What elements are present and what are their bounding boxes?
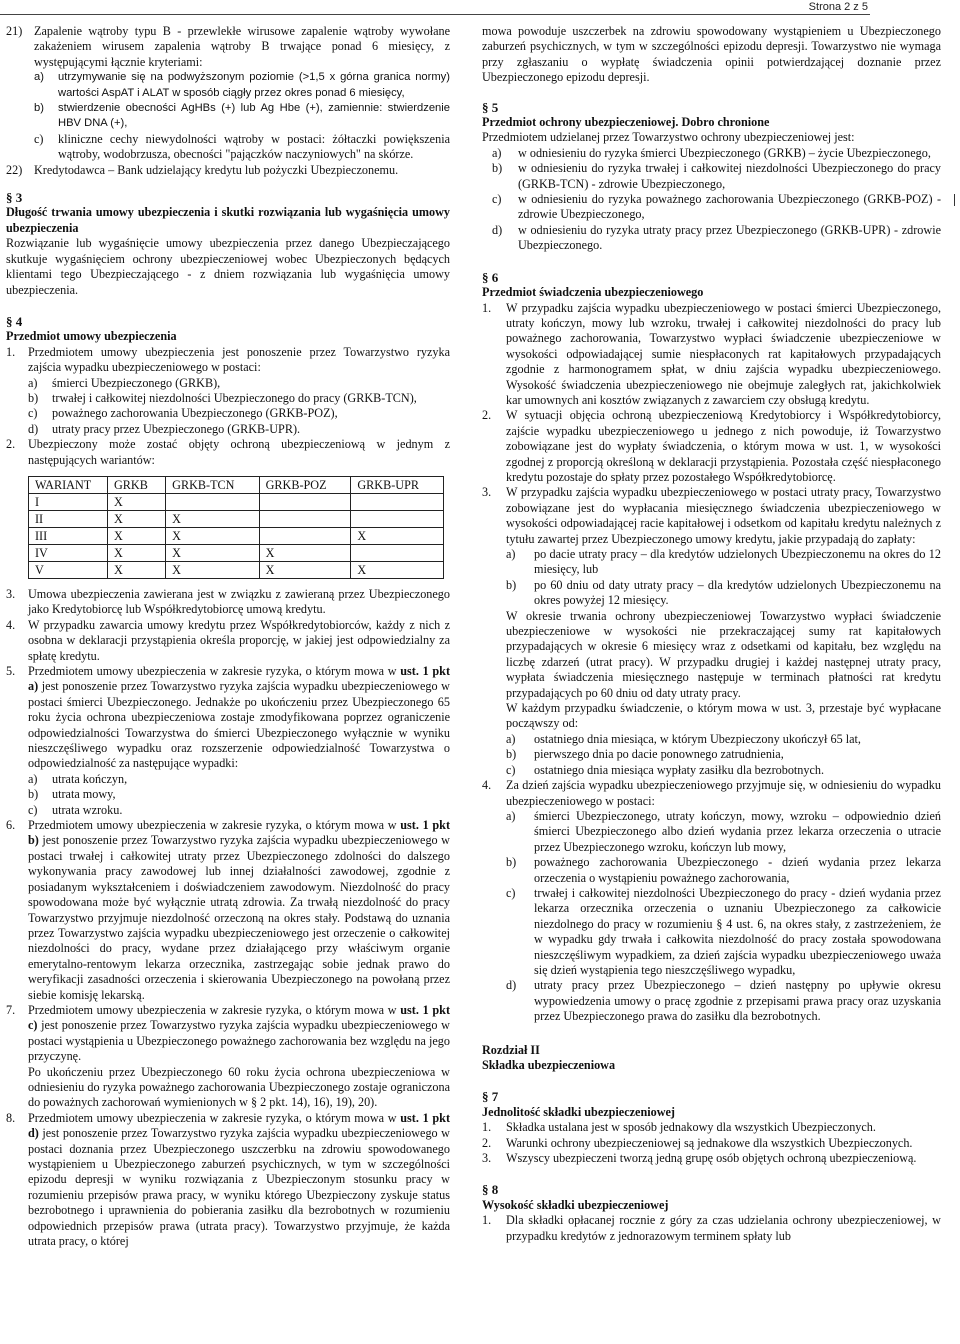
chapter-2-title: Składka ubezpieczeniowa: [482, 1058, 616, 1072]
table-header: GRKB: [108, 476, 166, 493]
s6-item-3b: b) po 60 dniu od daty utraty pracy – dla kredytów udzielonych Ubezpieczonemu na okres powyżej 12 miesięcy.: [506, 577, 941, 608]
section-3-text: Rozwiązanie lub wygaśnięcie umowy ubezpieczenia przez danego Ubezpieczającego skutkuje wygaśnięciem ochrony ubezpieczeniowej wobec Ubezpieczonych będących klientami tego Ubezpieczającego - z dniem rozwiązania lub wygaśnięcia umowy ubezpieczenia.: [6, 236, 450, 297]
s7-item-2: 2. Warunki ochrony ubezpieczeniowej są jednakowe dla wszystkich Ubezpieczonych.: [482, 1135, 913, 1150]
section-4-title: Przedmiot umowy ubezpieczenia: [6, 329, 177, 344]
s6-item-4a: a) śmierci Ubezpieczonego, utraty kończyn, mowy, wzroku – odpowiednio dzień śmierci Ubezpieczonego albo dzień wydania przez lekarza orzeczenia o utracie przez Ubezpieczonego wzroku, kończyn lub mowy,: [506, 808, 941, 854]
section-8-number: § 8: [482, 1182, 499, 1198]
definition-21-b: b) stwierdzenie obecności AgHBs (+) lub Ag Hbe (+), zamiennie: stwierdzenie HBV DNA (+),: [34, 102, 450, 130]
table-row: [29, 561, 444, 578]
s5-item-c: c) w odniesieniu do ryzyka poważnego zachorowania Ubezpieczonego (GRKB-POZ) - zdrowie Ubezpieczonego,: [492, 192, 941, 222]
table-row: [29, 544, 444, 561]
table-cell: IV: [29, 544, 108, 561]
section-3-number: § 3: [6, 190, 23, 206]
section-7-number: § 7: [482, 1089, 499, 1105]
section-6-title: Przedmiot świadczenia ubezpieczeniowego: [482, 285, 704, 300]
s6-item-3-para2-b: b) pierwszego dnia po dacie ponownego zatrudnienia,: [506, 747, 784, 762]
s4-item-4: 4. W przypadku zawarcia umowy kredytu przez Współkredytobiorców, każdy z nich z osobna w deklaracji przystąpienia określa proporcję, w jakiej jest odpowiedzialny za spłatę kredytu.: [6, 617, 450, 663]
table-cell: V: [29, 561, 108, 578]
table-cell: X: [166, 510, 259, 527]
section-3-title: Długość trwania umowy ubezpieczenia i skutki rozwiązania lub wygaśnięcia umowy ubezpieczenia: [6, 205, 450, 235]
section-6-number: § 6: [482, 269, 499, 285]
s7-item-3: 3. Wszyscy ubezpieczeni tworzą jedną grupę osób objętych ochroną ubezpieczeniową.: [482, 1151, 917, 1166]
s6-item-4c: c) trwałej i całkowitej niezdolności Ubezpieczonego do pracy - dzień wydania przez lekarza orzecznika orzeczenia o uznaniu Ubezpieczonego za całkowicie niezdolnego do pracy w rozumieniu § 4 ust. 6, na okres stały, z zastrzeżeniem, że w wypadku gdy trwała i całkowita niezdolność do pracy została spowodowana nieszczęśliwym wypadkiem, za dzień zajścia wypadku ubezpieczeniowego uważa się dzień wystąpienia tego nieszczęśliwego wypadku,: [506, 885, 941, 977]
s7-item-1: 1. Składka ustalana jest w sposób jednakowy dla wszystkich Ubezpieczonych.: [482, 1120, 876, 1135]
s4-item-5b: b) utrata mowy,: [28, 787, 116, 802]
table-cell: III: [29, 527, 108, 544]
table-cell: X: [351, 561, 444, 578]
section-8-title: Wysokość składki ubezpieczeniowej: [482, 1197, 669, 1212]
table-cell: [259, 510, 351, 527]
s6-item-3-para1: W okresie trwania ochrony ubezpieczeniowej Towarzystwo wypłaci świadczenie ubezpieczeniowe w wysokości nie przekraczającej sumy rat kapitałowych przypadających w okresie 6 miesięcy wraz z odsetkami od kapitału, bez względu na liczbę zdarzeń (utrat pracy). W przypadku drugiej i każdej następnej utraty pracy, wypłata świadczenia miesięcznego następuje w terminach płatności rat kredytu przypadających po 60 dniu od daty utraty pracy.: [506, 608, 941, 700]
table-cell: II: [29, 510, 108, 527]
s4-item-1c: c) poważnego zachorowania Ubezpieczonego (GRKB-POZ),: [28, 406, 338, 421]
s4-item-2: 2. Ubezpieczony może zostać objęty ochroną ubezpieczeniową w jednym z następujących wariantów:: [6, 437, 450, 467]
s4-item-5: 5. Przedmiotem umowy ubezpieczenia w zakresie ryzyka, o którym mowa w ust. 1 pkt a) jest ponoszenie przez Towarzystwo ryzyka zajścia wypadku ubezpieczeniowego w postaci śmierci Ubezpieczonego. Jednakże po ukończeniu przez Ubezpieczonego 65 roku życia ochrona ubezpieczeniowa zostaje zmodyfikowana poprzez ograniczenie odpowiedzialności Towarzystwa do śmierci Ubezpieczonego wyłącznie w wyniku nieszczęśliwego wypadku oraz rozszerzenie odpowiedzialność Towarzystwa o odpowiedzialność za następujące wypadki:: [6, 664, 450, 771]
right-column: [482, 24, 941, 1244]
s4-item-1d: d) utraty pracy przez Ubezpieczonego (GRKB-UPR).: [28, 421, 301, 436]
s6-item-4d: d) utraty pracy przez Ubezpieczonego – dzień następny po upływie okresu wypowiedzenia umowy o pracę zgodnie z przepisami prawa pracy oraz uzyskania przez Ubezpieczonego prawa do zasiłku dla bezrobotnych.: [506, 978, 941, 1024]
table-cell: [259, 527, 351, 544]
chapter-2-number: Rozdział II: [482, 1042, 540, 1057]
table-cell: X: [166, 544, 259, 561]
s4-item-5c: c) utrata wzroku.: [28, 802, 123, 817]
table-cell: [351, 510, 444, 527]
table-cell: X: [108, 527, 166, 544]
table-cell: X: [351, 527, 444, 544]
s4-item-8: 8. Przedmiotem umowy ubezpieczenia w zakresie ryzyka, o którym mowa w ust. 1 pkt d) jest ponoszenie przez Towarzystwo ryzyka zajścia wypadku ubezpieczeniowego w postaci doznania przez Ubezpieczonego uszczerbku na zdrowiu spowodowanego wystąpieniem u Ubezpieczonego zaburzeń psychicznych, w tym w szczególności epizodu depresji w wyniku rozwiązania z Ubezpieczonym stosunku pracy w rozumieniu przepisów prawa pracy, w wyniku którego Ubezpieczony zyskuje status bezrobotnego i uprawnienia do pobierania zasiłku dla bezrobotnych w rozumieniu odpowiednich przepisów prawa (utrata pracy). Towarzystwo przyjmuje, że każda utrata pracy, o której: [6, 1110, 450, 1249]
table-cell: [166, 493, 259, 510]
table-cell: X: [259, 561, 351, 578]
s6-item-3-para2: W każdym przypadku świadczenie, o którym mowa w ust. 3, przestaje być wypłacane począwszy od:: [506, 701, 941, 731]
s6-item-3: 3. W przypadku zajścia wypadku ubezpieczeniowego w postaci utraty pracy, Towarzystwo zobowiązane jest do wypłacania miesięcznego świadczenia ubezpieczeniowego w wysokości odpowiadającej racie kapitałowej i odsetkom od kapitału kredytu należnych z tytułu zawartej przez Ubezpieczonego umowy kredytu, jakie przypadają do zapłaty:: [482, 485, 941, 546]
s5-item-d: d) w odniesieniu do ryzyka utraty pracy przez Ubezpieczonego (GRKB-UPR) - zdrowie Ubezpieczonego.: [492, 222, 941, 253]
definition-21-c: c) kliniczne cechy niewydolności wątroby w postaci: żółtaczki powiększenia wątroby, wodobrzusza, obecności "pajączków naczyniowych" na skórze.: [34, 131, 450, 162]
section-5-text: Przedmiotem udzielanej przez Towarzystwo ochrony ubezpieczeniowej jest:: [482, 130, 855, 145]
s6-item-4b: b) poważnego zachorowania Ubezpieczonego - dzień wydania przez lekarza orzeczenia o wystąpieniu poważnego zachorowania,: [506, 855, 941, 885]
s4-item-7-extra: Po ukończeniu przez Ubezpieczonego 60 roku życia ochrona ubezpieczeniowa w odniesieniu do ryzyka poważnego zachorowania Ubezpieczonego zostaje ograniczona do poważnych zachorowań wymienionych w § 2 pkt. 14), 16), 19), 20).: [28, 1064, 450, 1110]
table-cell: [351, 544, 444, 561]
table-row: [29, 493, 444, 510]
table-header: GRKB-UPR: [351, 476, 444, 493]
table-cell: X: [166, 561, 259, 578]
definition-22: 22) Kredytodawca – Bank udzielający kredytu lub pożyczki Ubezpieczonemu.: [6, 162, 399, 177]
table-header-row: [29, 476, 444, 493]
table-cell: X: [108, 510, 166, 527]
definition-21: 21) Zapalenie wątroby typu B - przewlekłe wirusowe zapalenie wątroby wywołane zakażeniem wirusem zapalenia wątroby B trwające ponad 6 miesięcy, z występującymi łącznie kryteriami:: [6, 24, 450, 69]
s4-item-7: 7. Przedmiotem umowy ubezpieczenia w zakresie ryzyka, o którym mowa w ust. 1 pkt c) jest ponoszenie przez Towarzystwo ryzyka zajścia wypadku ubezpieczeniowego w postaci wystąpienia u Ubezpieczonego poważnego zachorowania bez względu na jego przyczynę.: [6, 1002, 450, 1064]
variants-table: [28, 476, 444, 579]
definition-21-a: a) utrzymywanie się na podwyższonym poziomie (>1,5 x górna granica normy) wartości AspAT i ALAT w sposób ciągły przez okres ponad 6 miesięcy,: [34, 71, 450, 99]
continued-text: mowa powoduje uszczerbek na zdrowiu spowodowany wystąpieniem u Ubezpieczonego zaburzeń psychicznych, w tym w szczególności epizodu depresji. Towarzystwo nie wymaga przy zgłaszaniu o wypłatę świadczenia opinii potwierdzającej doznanie przez Ubezpieczonego epizodu depresji.: [482, 24, 941, 85]
header-rule: [0, 14, 870, 15]
s4-item-6: 6. Przedmiotem umowy ubezpieczenia w zakresie ryzyka, o którym mowa w ust. 1 pkt b) jest ponoszenie przez Towarzystwo ryzyka zajścia wypadku ubezpieczeniowego w postaci trwałej i całkowitej utraty przez Ubezpieczonego zdolności do dalszego wykonywania pracy zawodowej lub innej działalności zawodowej, zgodnie z posiadanym wykształceniem i doświadczeniem zawodowym. Niezdolność do pracy spowodowana może być wyłącznie utratą zdrowia. Za trwałą niezdolność do pracy Towarzystwo przyjmuje niezdolność orzeczoną na okres stały. Podstawą do uznania przez Towarzystwo zajścia wypadku ubezpieczeniowego jest orzeczenie o całkowitej niezdolności do pracy, wydane przez działającego przy właściwym organie emerytalno-rentowym lekarza orzecznika, zastrzegając sobie jednak prawo do weryfikacji zasadności orzeczenia i skierowania Ubezpieczonego na powołaną przez siebie komisję lekarską.: [6, 818, 450, 1002]
text-cursor: [954, 194, 955, 206]
table-cell: I: [29, 493, 108, 510]
left-column: [6, 24, 450, 1249]
s4-item-1a: a) śmierci Ubezpieczonego (GRKB),: [28, 375, 221, 390]
table-row: [29, 510, 444, 527]
s6-item-3a: a) po dacie utraty pracy – dla kredytów udzielonych Ubezpieczonemu na okres do 12 miesięcy, lub: [506, 547, 941, 577]
section-5-number: § 5: [482, 99, 499, 115]
s4-item-1b: b) trwałej i całkowitej niezdolności Ubezpieczonego do pracy (GRKB-TCN),: [28, 390, 417, 405]
table-cell: X: [108, 493, 166, 510]
table-header: GRKB-TCN: [166, 476, 259, 493]
section-5-title: Przedmiot ochrony ubezpieczeniowej. Dobro chronione: [482, 115, 770, 130]
table-header: WARIANT: [29, 476, 108, 493]
s8-item-1: 1. Dla składki opłacanej rocznie z góry za czas udzielania ochrony ubezpieczeniowej, w przypadku kredytów z jednorazowym terminem spłaty lub: [482, 1213, 941, 1243]
s6-item-1: 1. W przypadku zajścia wypadku ubezpieczeniowego w postaci śmierci Ubezpieczonego, utraty kończyn, mowy lub wzroku, trwałej i całkowitej niezdolności do pracy lub poważnego zachorowania, Towarzystwo wypłaci świadczenie ubezpieczeniowe w wysokości odpowiadającej sumie niespłaconych rat kapitałowych przypadających zgodnie z harmonogramem spłat, w dniu zajścia wypadku ubezpieczeniowego. Wysokość świadczenia ubezpieczeniowego nie obejmuje zaległych rat, jakichkolwiek kar umownych ani kosztów związanych z zawarciem czy obsługą kredytu.: [482, 300, 941, 407]
section-7-title: Jednolitość składki ubezpieczeniowej: [482, 1104, 675, 1119]
table-cell: X: [166, 527, 259, 544]
section-4-number: § 4: [6, 313, 23, 329]
table-cell: X: [259, 544, 351, 561]
s5-item-b: b) w odniesieniu do ryzyka trwałej i całkowitej niezdolności Ubezpieczonego do pracy (GRKB-TCN) - zdrowie Ubezpieczonego,: [492, 161, 941, 191]
table-cell: X: [108, 561, 166, 578]
s5-item-a: a) w odniesieniu do ryzyka śmierci Ubezpieczonego (GRKB) – życie Ubezpieczonego,: [492, 145, 931, 160]
table-header: GRKB-POZ: [259, 476, 351, 493]
s6-item-3-para2-c: c) ostatniego dnia miesiąca wypłaty zasiłku dla bezrobotnych.: [506, 762, 825, 777]
s4-item-3: 3. Umowa ubezpieczenia zawierana jest w związku z zawieraną przez Ubezpieczonego jako Kredytobiorcę lub Współkredytobiorcę umową kredytu.: [6, 586, 450, 617]
s6-item-3-para2-a: a) ostatniego dnia miesiąca, w którym Ubezpieczony ukończył 65 lat,: [506, 731, 861, 746]
page-number: Strona 2 z 5: [808, 1, 868, 13]
s4-item-5a: a) utrata kończyn,: [28, 771, 128, 786]
s6-item-2: 2. W sytuacji objęcia ochroną ubezpieczeniową Kredytobiorcy i Współkredytobiorcy, zajście wypadku ubezpieczeniowego u jednego z nich powoduje, iż Towarzystwo zobowiązane jest do wypłaty świadczenia, o którym mowa w ust. 1, w wysokości zgodnej z proporcją określoną w deklaracji przystąpienia. Pozostała część niespłaconego kredytu pozostaje do spłaty przez pozostałego Współkredytobiorcę.: [482, 408, 941, 484]
table-cell: [351, 493, 444, 510]
s4-item-1: 1. Przedmiotem umowy ubezpieczenia jest ponoszenie przez Towarzystwo ryzyka zajścia wypadku ubezpieczeniowego w postaci:: [6, 344, 450, 375]
table-cell: X: [108, 544, 166, 561]
table-cell: [259, 493, 351, 510]
s6-item-4: 4. Za dzień zajścia wypadku ubezpieczeniowego przyjmuje się, w odniesieniu do wypadku ubezpieczeniowego w postaci:: [482, 778, 941, 808]
table-row: [29, 527, 444, 544]
